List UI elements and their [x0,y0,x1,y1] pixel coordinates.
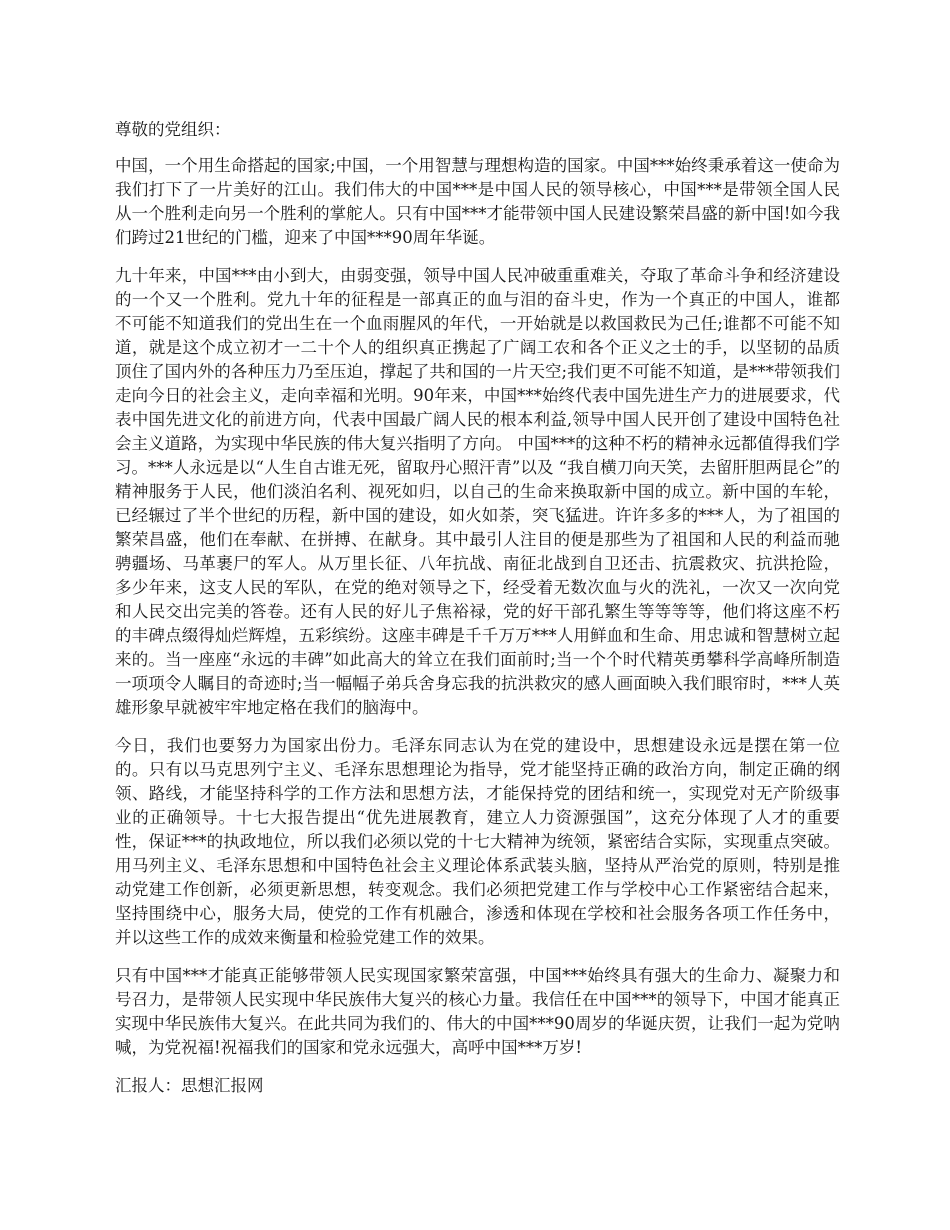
paragraph-4: 只有中国***才能真正能够带领人民实现国家繁荣富强，中国***始终具有强大的生命力、凝聚力和号召力，是带领人民实现中华民族伟大复兴的核心力量。我信任在中国***的领导下，中国才能真正实现中华民族伟大复兴。在此共同为我们的、伟大的中国***90周岁的华诞庆贺，让我们一起为党呐喊，为党祝福!祝福我们的国家和党永远强大，高呼中国***万岁! [115,966,840,1057]
paragraph-1: 中国，一个用生命搭起的国家;中国，一个用智慧与理想构造的国家。中国***始终秉承着这一使命为我们打下了一片美好的江山。我们伟大的中国***是中国人民的领导核心，中国***是带领全国人民从一个胜利走向另一个胜利的掌舵人。只有中国***才能带领中国人民建设繁荣昌盛的新中国!如今我们跨过21世纪的门槛，迎来了中国***90周年华诞。 [115,156,840,247]
signature: 汇报人：思想汇报网 [115,1076,264,1095]
paragraph-3: 今日，我们也要努力为国家出份力。毛泽东同志认为在党的建设中，思想建设永远是摆在第一位的。只有以马克思列宁主义、毛泽东思想理论为指导，党才能坚持正确的政治方向，制定正确的纲领、路线，才能坚持科学的工作方法和思想方法，才能保持党的团结和统一，实现党对无产阶级事业的正确领导。十七大报告提出“优先进展教育，建立人力资源强国”，这充分体现了人才的重要性，保证***的执政地位，所以我们必须以党的十七大精神为统领，紧密结合实际，实现重点突破。用马列主义、毛泽东思想和中国特色社会主义理论体系武装头脑，坚持从严治党的原则，特别是推动党建工作创新，必须更新思想，转变观念。我们必须把党建工作与学校中心工作紧密结合起来，坚持围绕中心，服务大局，使党的工作有机融合，渗透和体现在学校和社会服务各项工作任务中，并以这些工作的成效来衡量和检验党建工作的效果。 [115,736,840,947]
document-body [115,118,840,1112]
paragraph-2: 九十年来，中国***由小到大，由弱变强，领导中国人民冲破重重难关，夺取了革命斗争和经济建设的一个又一个胜利。党九十年的征程是一部真正的血与泪的奋斗史，作为一个真正的中国人，谁都不可能不知道我们的党出生在一个血雨腥风的年代，一开始就是以救国救民为己任;谁都不可能不知道，就是这个成立初才一二十个人的组织真正携起了广阔工农和各个正义之士的手，以坚韧的品质顶住了国内外的各种压力乃至压迫，撑起了共和国的一片天空;我们更不可能不知道，是***带领我们走向今日的社会主义，走向幸福和光明。90年来，中国***始终代表中国先进生产力的进展要求，代表中国先进文化的前进方向，代表中国最广阔人民的根本利益,领导中国人民开创了建设中国特色社会主义道路，为实现中华民族的伟大复兴指明了方向。 中国***的这种不朽的精神永远都值得我们学习。***人永远是以“人生自古谁无死，留取丹心照汗青”以及 “我自横刀向天笑，去留肝胆两昆仑”的精神服务于人民，他们淡泊名利、视死如归，以自己的生命来换取新中国的成立。新中国的车轮，已经辗过了半个世纪的历程，新中国的建设，如火如荼，突飞猛进。许许多多的***人，为了祖国的繁荣昌盛，他们在奉献、在拼搏、在献身。其中最引人注目的便是那些为了祖国和人民的利益而驰骋疆场、马革裹尸的军人。从万里长征、八年抗战、南征北战到自卫还击、抗震救灾、抗洪抢险，多少年来，这支人民的军队，在党的绝对领导之下，经受着无数次血与火的洗礼，一次又一次向党和人民交出完美的答卷。还有人民的好儿子焦裕禄，党的好干部孔繁生等等等等，他们将这座不朽的丰碑点缀得灿烂辉煌，五彩缤纷。这座丰碑是千千万万***人用鲜血和生命、用忠诚和智慧树立起来的。当一座座“永远的丰碑”如此高大的耸立在我们面前时;当一个个时代精英勇攀科学高峰所制造一项项令人瞩目的奇迹时;当一幅幅子弟兵舍身忘我的抗洪救灾的感人画面映入我们眼帘时，***人英雄形象早就被牢牢地定格在我们的脑海中。 [115,266,840,717]
salutation: 尊敬的党组织： [115,120,231,139]
